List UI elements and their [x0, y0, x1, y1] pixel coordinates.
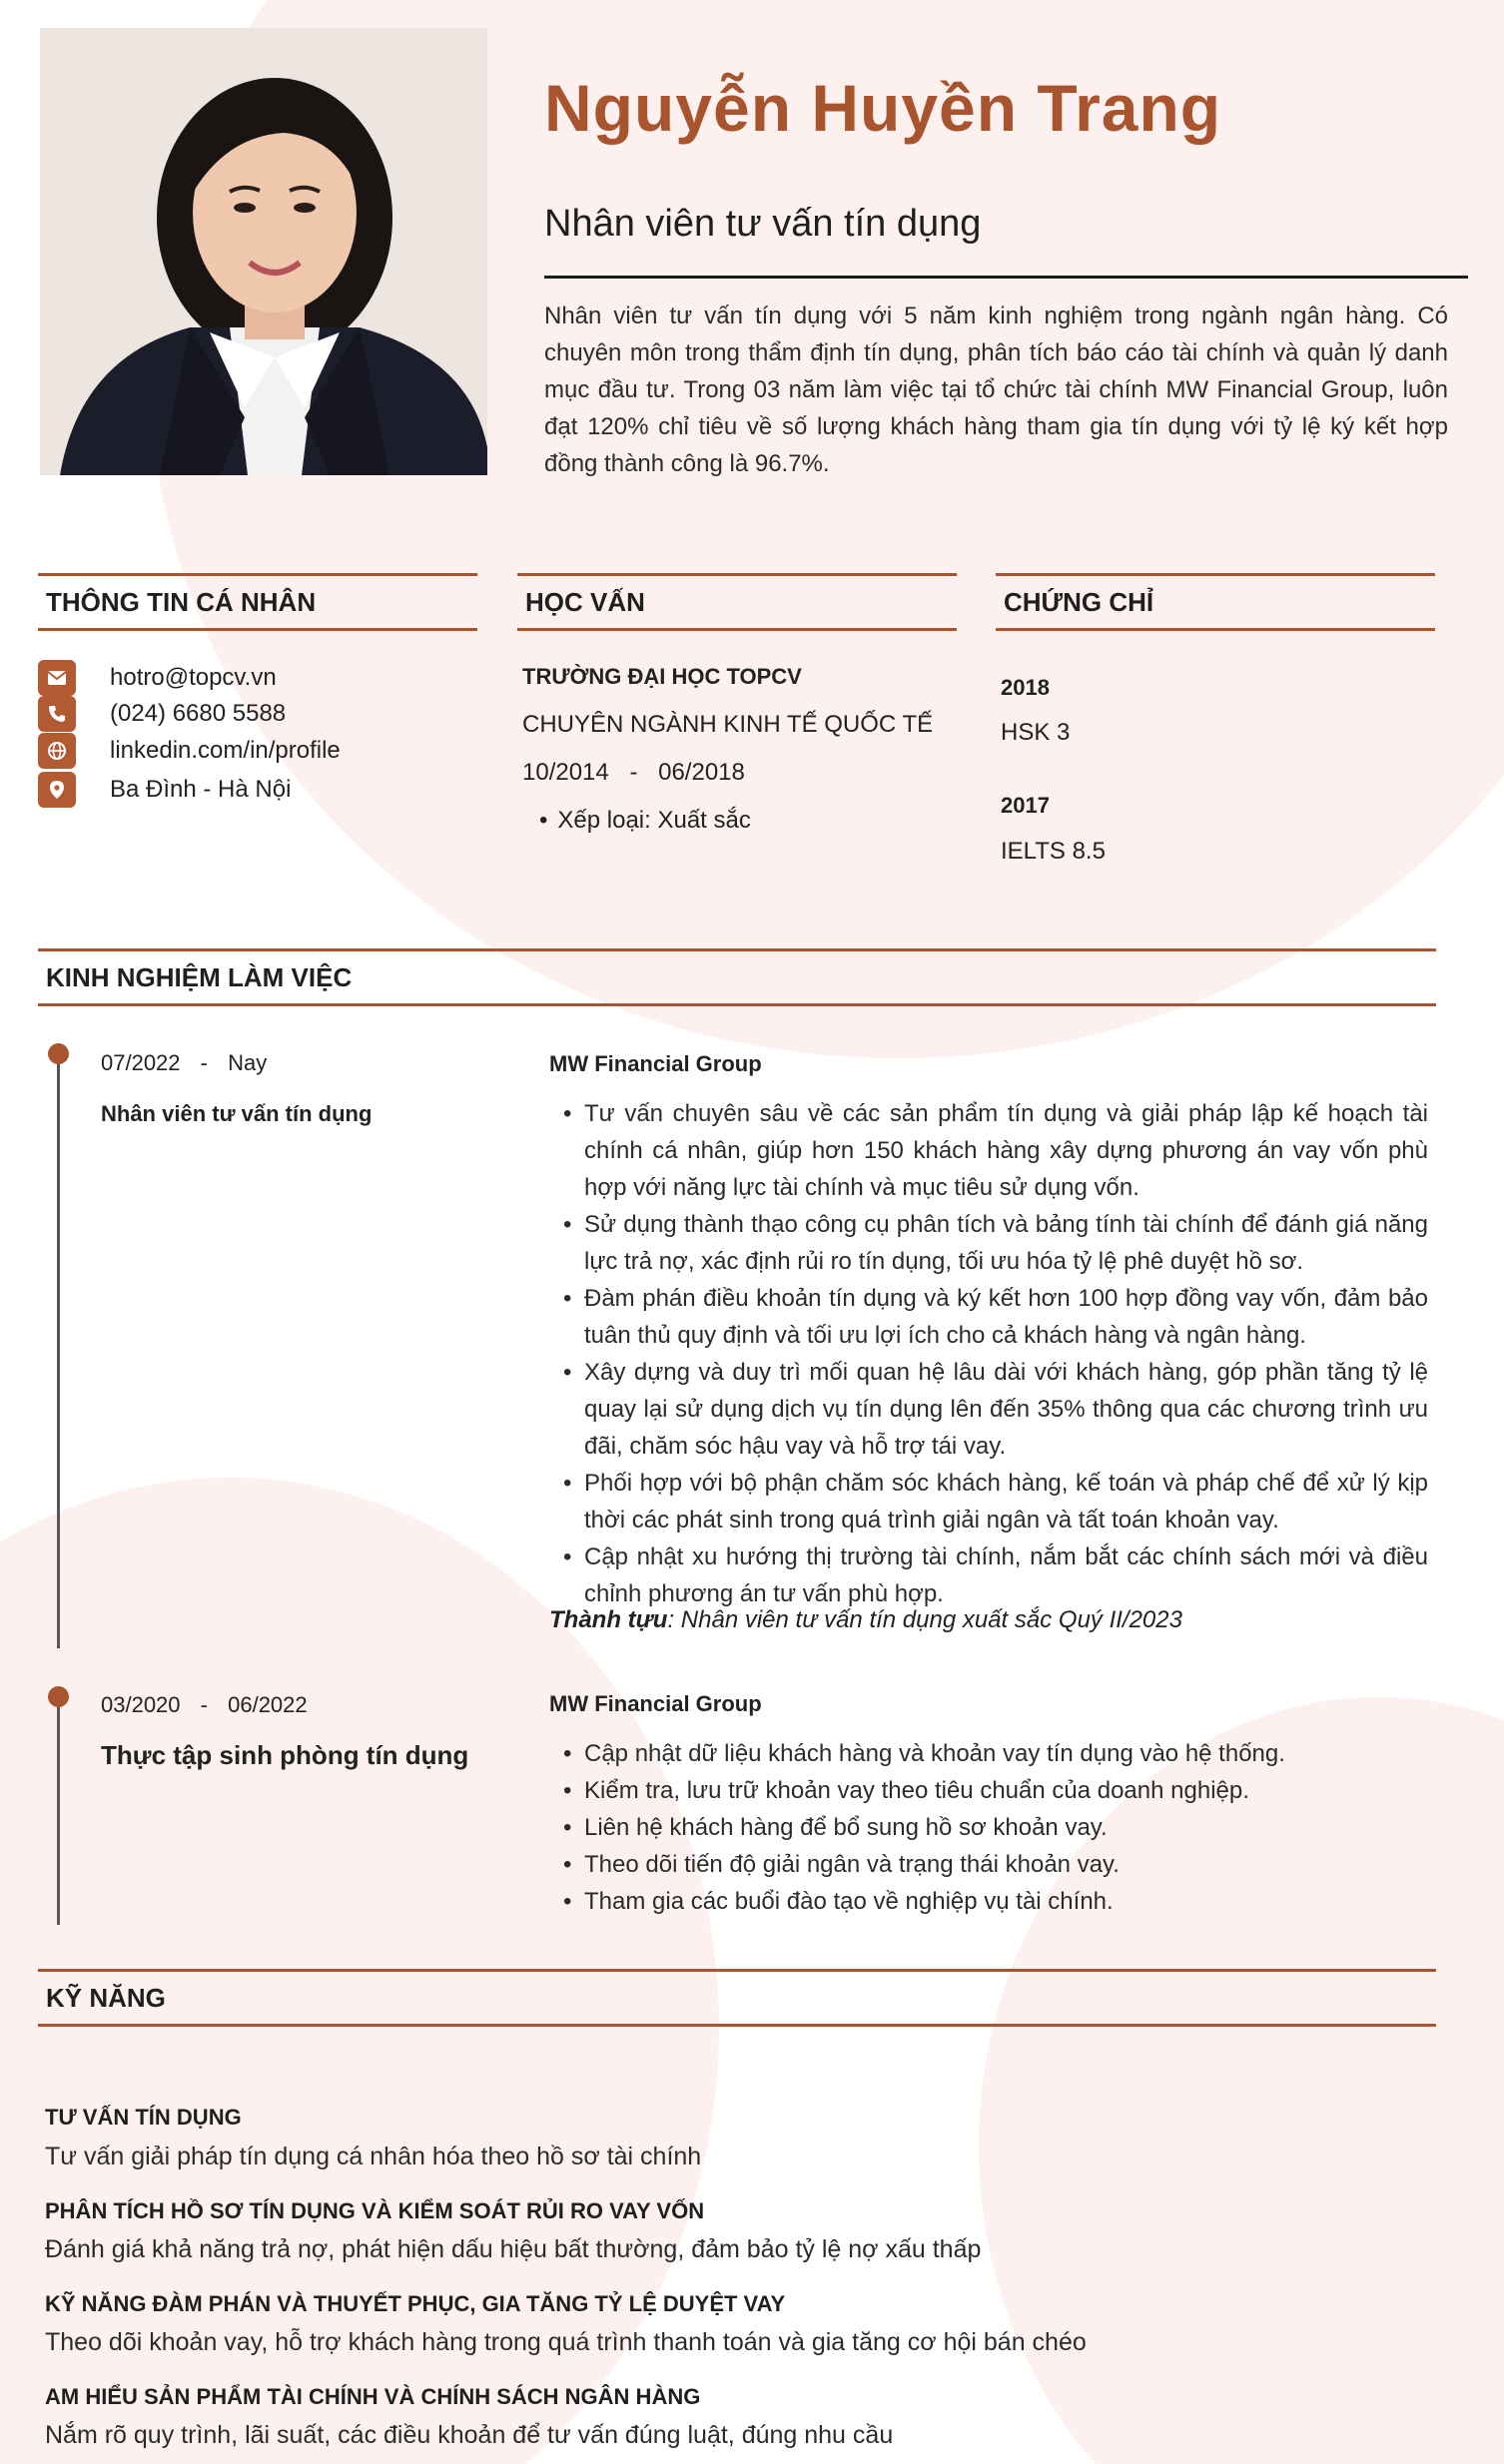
- certificate-name: HSK 3: [1001, 719, 1071, 746]
- education-grade-text: Xếp loại: Xuất sắc: [557, 807, 751, 834]
- education-start: 10/2014: [522, 759, 609, 786]
- section-education-heading: HỌC VẤN: [517, 573, 957, 631]
- certificate-year: 2017: [1001, 793, 1050, 818]
- contact-address: [38, 772, 291, 808]
- job-start: 07/2022: [101, 1050, 181, 1075]
- job-period: [101, 1050, 267, 1076]
- job-separator: -: [200, 1050, 208, 1075]
- bullet-dot: •: [539, 807, 548, 834]
- header-divider: [544, 276, 1468, 279]
- education-separator: -: [629, 759, 638, 786]
- list-item: • Phối hợp với bộ phận chăm sóc khách hàng, kế toán và pháp chế để xử lý kịp thời các phát sinh trong quá trình giải ngân và tất toán khoản vay.: [549, 1465, 1428, 1539]
- job-title: Nhân viên tư vấn tín dụng: [544, 203, 982, 245]
- job-role: Nhân viên tư vấn tín dụng: [101, 1101, 373, 1126]
- timeline-line: [57, 1700, 60, 1925]
- list-item: • Cập nhật dữ liệu khách hàng và khoản vay tín dụng vào hệ thống.: [549, 1735, 1428, 1772]
- section-certificates-heading: CHỨNG CHỈ: [996, 573, 1435, 631]
- job-period: [101, 1692, 308, 1718]
- list-item: • Liên hệ khách hàng để bổ sung hồ sơ khoản vay.: [549, 1809, 1428, 1846]
- contact-phone: [38, 696, 286, 732]
- skill-title: KỸ NĂNG ĐÀM PHÁN VÀ THUYẾT PHỤC, GIA TĂNG TỶ LỆ DUYỆT VAY: [45, 2291, 786, 2316]
- timeline-dot: [48, 1043, 69, 1064]
- contact-website: [38, 733, 341, 769]
- avatar: [40, 28, 487, 475]
- profile-summary: Nhân viên tư vấn tín dụng với 5 năm kinh nghiệm trong ngành ngân hàng. Có chuyên môn trong thẩm định tín dụng, phân tích báo cáo tài chính và quản lý danh mục đầu tư. Trong 03 năm làm việc tại tổ chức tài chính MW Financial Group, luôn đạt 120% chỉ tiêu về số lượng khách hàng tham gia tín dụng với tỷ lệ ký kết hợp đồng thành công là 96.7%.: [544, 303, 1448, 477]
- education-major: CHUYÊN NGÀNH KINH TẾ QUỐC TẾ: [522, 711, 934, 738]
- address-value: Ba Đình - Hà Nội: [110, 776, 292, 803]
- skill-title: TƯ VẤN TÍN DỤNG: [45, 2105, 242, 2130]
- job-end: 06/2022: [228, 1692, 308, 1717]
- list-item: • Đàm phán điều khoản tín dụng và ký kết hơn 100 hợp đồng vay vốn, đảm bảo tuân thủ quy định và tối ưu lợi ích cho cả khách hàng và ngân hàng.: [549, 1280, 1428, 1354]
- job-achievement: [549, 1606, 1182, 1634]
- job-separator: -: [200, 1692, 208, 1717]
- job-responsibilities: [549, 1095, 1428, 1612]
- avatar-portrait-icon: [40, 28, 487, 475]
- skill-title: AM HIỂU SẢN PHẨM TÀI CHÍNH VÀ CHÍNH SÁCH NGÂN HÀNG: [45, 2384, 701, 2409]
- email-value[interactable]: hotro@topcv.vn: [110, 664, 277, 691]
- phone-value[interactable]: (024) 6680 5588: [110, 700, 287, 727]
- list-item: • Kiểm tra, lưu trữ khoản vay theo tiêu chuẩn của doanh nghiệp.: [549, 1772, 1428, 1809]
- phone-icon: [38, 696, 76, 732]
- education-end: 06/2018: [658, 759, 745, 786]
- skill-description: Nắm rõ quy trình, lãi suất, các điều khoản để tư vấn đúng luật, đúng nhu cầu: [45, 2421, 894, 2449]
- timeline-line: [57, 1056, 60, 1648]
- timeline-dot: [48, 1686, 69, 1707]
- list-item: • Xây dựng và duy trì mối quan hệ lâu dài với khách hàng, góp phần tăng tỷ lệ quay lại sử dụng dịch vụ tín dụng lên đến 35% thông qua các chương trình ưu đãi, chăm sóc hậu vay và hỗ trợ tái vay.: [549, 1354, 1428, 1465]
- website-value[interactable]: linkedin.com/in/profile: [110, 737, 341, 764]
- section-skills-heading: KỸ NĂNG: [38, 1969, 1436, 2027]
- achievement-label: Thành tựu: [549, 1606, 668, 1633]
- candidate-name: Nguyễn Huyền Trang: [544, 71, 1222, 145]
- list-item: • Theo dõi tiến độ giải ngân và trạng thái khoản vay.: [549, 1846, 1428, 1883]
- location-pin-icon: [38, 772, 76, 808]
- job-company: MW Financial Group: [549, 1691, 762, 1716]
- list-item: • Tư vấn chuyên sâu về các sản phẩm tín dụng và giải pháp lập kế hoạch tài chính cá nhân, giúp hơn 150 khách hàng xây dựng phương án vay vốn phù hợp với năng lực tài chính và mục tiêu sử dụng vốn.: [549, 1095, 1428, 1206]
- certificate-year: 2018: [1001, 675, 1050, 700]
- achievement-text: : Nhân viên tư vấn tín dụng xuất sắc Quý II/2023: [667, 1606, 1182, 1633]
- skill-description: Theo dõi khoản vay, hỗ trợ khách hàng trong quá trình thanh toán và gia tăng cơ hội bán chéo: [45, 2328, 1087, 2356]
- list-item: • Sử dụng thành thạo công cụ phân tích và bảng tính tài chính để đánh giá năng lực trả nợ, xác định rủi ro tín dụng, tối ưu hóa tỷ lệ phê duyệt hồ sơ.: [549, 1206, 1428, 1280]
- contact-email: [38, 660, 277, 696]
- section-experience-heading: KINH NGHIỆM LÀM VIỆC: [38, 948, 1436, 1006]
- list-item: • Cập nhật xu hướng thị trường tài chính, nắm bắt các chính sách mới và điều chỉnh phương án tư vấn phù hợp.: [549, 1539, 1428, 1612]
- education-period: [522, 759, 745, 787]
- job-end: Nay: [228, 1050, 268, 1075]
- skill-description: Tư vấn giải pháp tín dụng cá nhân hóa theo hồ sơ tài chính: [45, 2143, 702, 2170]
- job-responsibilities: [549, 1735, 1428, 1920]
- email-icon: [38, 660, 76, 696]
- globe-icon: [38, 733, 76, 769]
- certificate-name: IELTS 8.5: [1001, 838, 1106, 865]
- education-school: TRƯỜNG ĐẠI HỌC TOPCV: [522, 664, 802, 689]
- list-item: • Tham gia các buổi đào tạo về nghiệp vụ tài chính.: [549, 1883, 1428, 1920]
- job-company: MW Financial Group: [549, 1051, 762, 1076]
- education-grade: [539, 807, 751, 835]
- job-role: Thực tập sinh phòng tín dụng: [101, 1740, 469, 1770]
- skill-description: Đánh giá khả năng trả nợ, phát hiện dấu hiệu bất thường, đảm bảo tỷ lệ nợ xấu thấp: [45, 2235, 982, 2263]
- skill-title: PHÂN TÍCH HỒ SƠ TÍN DỤNG VÀ KIỂM SOÁT RỦI RO VAY VỐN: [45, 2198, 705, 2223]
- section-personal-heading: THÔNG TIN CÁ NHÂN: [38, 573, 477, 631]
- job-start: 03/2020: [101, 1692, 181, 1717]
